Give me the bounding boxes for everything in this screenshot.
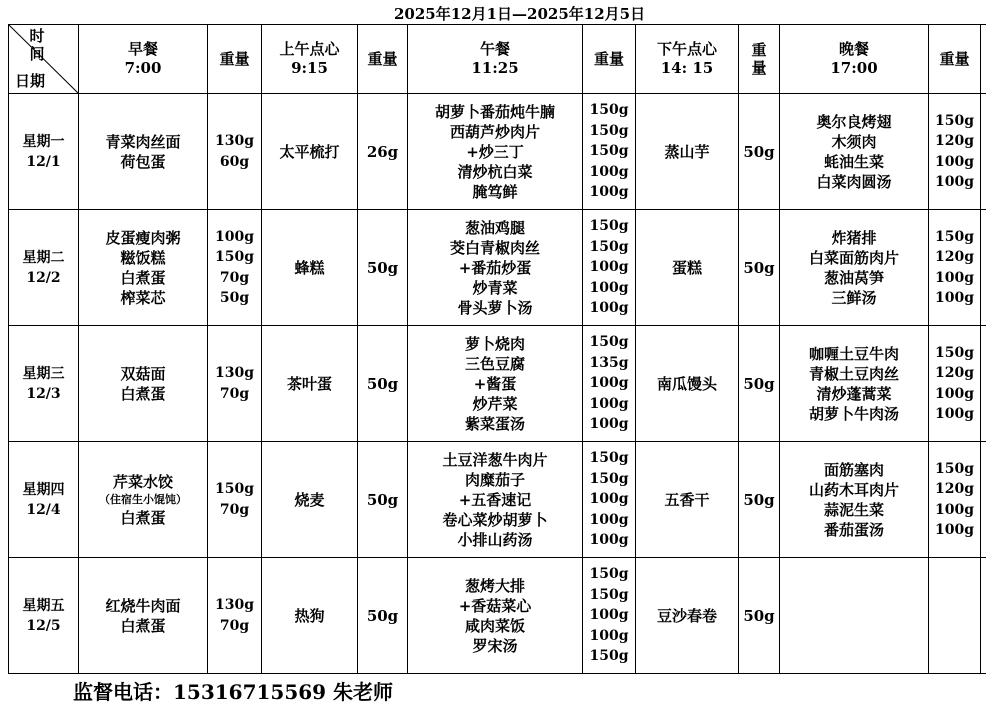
edge-cell: [981, 558, 986, 674]
weight-value: 100g: [934, 522, 974, 538]
weight-value: 150g: [589, 586, 629, 603]
weight-value: 70g: [219, 617, 250, 634]
day-date: 12/1: [26, 153, 61, 170]
weight-value: 150g: [214, 249, 254, 265]
menu-item: 葱油莴笋: [823, 268, 884, 287]
afternoon-snack-weight-cell: 50g: [739, 210, 780, 326]
lunch-cell: [408, 558, 583, 674]
day-name: 星期二: [22, 249, 65, 266]
lunch-weight-cell: [583, 558, 636, 674]
menu-item: 葱油鸡腿: [464, 218, 525, 237]
weight-header: 重量: [358, 25, 408, 94]
breakfast-weight-cell: [208, 94, 262, 210]
weight-header: 重量: [929, 25, 981, 94]
dinner-weight-cell: [929, 442, 981, 558]
menu-item: 炒青菜: [472, 278, 518, 297]
menu-item: 榨菜芯: [120, 288, 166, 307]
menu-item: 白煮蛋: [120, 268, 166, 287]
dinner-cell: [780, 326, 929, 442]
menu-item: 紫菜蛋汤: [464, 414, 525, 433]
menu-item: +五香速记: [458, 490, 532, 509]
menu-item: 清炒杭白菜: [457, 162, 533, 181]
dinner-header: 晚餐 17:00: [780, 25, 929, 94]
menu-item: 双菇面: [120, 364, 166, 383]
afternoon-snack-weight-cell: 50g: [739, 326, 780, 442]
day-row: [9, 326, 986, 442]
menu-item: +番茄炒蛋: [458, 258, 532, 277]
menu-item: 白菜肉圆汤: [816, 172, 892, 191]
breakfast-weight-cell: [208, 442, 262, 558]
menu-item: 奥尔良烤翅: [816, 112, 892, 131]
menu-item: 三色豆腐: [464, 354, 525, 373]
lunch-weight-cell: [583, 326, 636, 442]
weight-value: 130g: [214, 365, 254, 381]
weight-value: 50g: [219, 290, 250, 306]
menu-item: 白煮蛋: [120, 616, 166, 635]
weight-value: 150g: [589, 648, 629, 665]
weight-value: 100g: [934, 269, 974, 286]
breakfast-weight-cell: [208, 326, 262, 442]
morning-snack-weight-cell: 50g: [358, 210, 408, 326]
dinner-cell: [780, 94, 929, 210]
weight-header: 重量: [583, 25, 636, 94]
weight-value: 100g: [589, 532, 629, 549]
day-date: 12/3: [26, 385, 61, 402]
weight-value: 130g: [214, 597, 254, 613]
meal-schedule-table: [8, 24, 986, 674]
lunch-header: 午餐 11:25: [408, 25, 583, 94]
menu-item: 糍饭糕: [120, 248, 166, 267]
weight-value: 100g: [589, 375, 629, 392]
menu-item: 西葫芦炒肉片: [449, 122, 540, 141]
menu-item: 咸肉菜饭: [464, 616, 525, 635]
menu-item: 荷包蛋: [120, 152, 166, 171]
weight-header: 重量: [739, 25, 780, 94]
weight-value: 100g: [589, 163, 629, 180]
weight-value: 70g: [219, 385, 250, 402]
weight-value: 100g: [589, 259, 629, 276]
morning-snack-cell: 茶叶蛋: [262, 326, 358, 442]
edge-cell: [981, 94, 986, 210]
afternoon-snack-cell: 蛋糕: [636, 210, 739, 326]
weight-value: 150g: [934, 460, 974, 477]
day-row: [9, 442, 986, 558]
day-name: 星期五: [22, 597, 65, 614]
lunch-cell: [408, 94, 583, 210]
weight-value: 100g: [934, 153, 974, 170]
afternoon-snack-cell: 豆沙春卷: [636, 558, 739, 674]
breakfast-weight-cell: [208, 558, 262, 674]
weight-value: 150g: [934, 344, 974, 361]
weight-value: 120g: [934, 133, 974, 149]
morning-snack-weight-cell: 50g: [358, 326, 408, 442]
breakfast-cell: [79, 442, 208, 558]
breakfast-cell: [79, 94, 208, 210]
weight-value: 100g: [934, 385, 974, 402]
morning-snack-weight-cell: 26g: [358, 94, 408, 210]
breakfast-cell: [79, 210, 208, 326]
menu-item: 青菜肉丝面: [105, 132, 181, 151]
weight-value: 100g: [214, 228, 254, 245]
menu-item: 咖喱土豆牛肉: [808, 344, 899, 363]
menu-item: 肉糜茄子: [464, 470, 525, 489]
weight-value: 120g: [934, 365, 974, 381]
day-row: [9, 94, 986, 210]
day-name: 星期三: [22, 365, 65, 382]
breakfast-weight-cell: [208, 210, 262, 326]
menu-item: 炒芹菜: [472, 394, 518, 413]
weight-value: 100g: [934, 290, 974, 306]
menu-item: 罗宋汤: [472, 636, 518, 655]
morning-snack-cell: 热狗: [262, 558, 358, 674]
afternoon-snack-cell: 五香干: [636, 442, 739, 558]
lunch-weight-cell: [583, 210, 636, 326]
weight-value: 150g: [934, 228, 974, 245]
weight-value: 150g: [589, 143, 629, 160]
weight-value: 100g: [589, 627, 629, 644]
menu-item: 胡萝卜牛肉汤: [808, 404, 899, 423]
weight-value: 60g: [219, 153, 250, 170]
weight-value: 100g: [589, 416, 629, 433]
day-row: [9, 210, 986, 326]
page-title: 2025年12月1日—2025年12月5日: [394, 5, 646, 23]
weight-value: 135g: [589, 354, 629, 371]
menu-item: 白煮蛋: [120, 508, 166, 527]
menu-item: 萝卜烧肉: [464, 334, 525, 353]
afternoon-snack-weight-cell: 50g: [739, 442, 780, 558]
weight-value: 70g: [219, 269, 250, 286]
day-name: 星期一: [22, 133, 65, 150]
lunch-cell: [408, 326, 583, 442]
edge-cell: [981, 442, 986, 558]
date-label: 日期: [15, 72, 46, 90]
weight-value: 120g: [934, 249, 974, 265]
menu-item: 青椒土豆肉丝: [808, 364, 899, 383]
menu-item: 腌笃鲜: [472, 182, 518, 201]
day-cell: [9, 442, 79, 558]
menu-item: 皮蛋瘦肉粥: [105, 228, 181, 247]
menu-item: 茭白青椒肉丝: [449, 238, 540, 257]
day-cell: [9, 326, 79, 442]
day-date: 12/4: [26, 501, 61, 518]
menu-item: 炸猪排: [831, 228, 877, 247]
menu-item: 蒜泥生菜: [823, 500, 884, 519]
dinner-weight-cell: [929, 94, 981, 210]
afternoon-snack-weight-cell: 50g: [739, 558, 780, 674]
weight-value: 150g: [589, 566, 629, 583]
weight-value: 100g: [934, 406, 974, 422]
dinner-weight-cell: [929, 558, 981, 674]
menu-item: （住宿生小馄饨）: [99, 492, 187, 506]
menu-item: 卷心菜炒胡萝卜: [442, 510, 548, 529]
afternoon-snack-header: 下午点心 14: 15: [636, 25, 739, 94]
menu-item: +酱蛋: [473, 374, 517, 393]
weight-value: 150g: [214, 481, 254, 497]
lunch-cell: [408, 442, 583, 558]
lunch-weight-cell: [583, 442, 636, 558]
menu-item: 三鲜汤: [831, 288, 877, 307]
menu-item: 小排山药汤: [457, 530, 533, 549]
breakfast-cell: [79, 558, 208, 674]
dinner-weight-cell: [929, 326, 981, 442]
weight-value: 150g: [589, 450, 629, 467]
dinner-cell: [780, 442, 929, 558]
menu-item: 芹菜水饺: [112, 472, 173, 491]
edge-cell: [981, 326, 986, 442]
weight-value: 100g: [589, 491, 629, 508]
time-label: 时间: [29, 27, 45, 63]
weight-value: 100g: [589, 395, 629, 412]
weight-value: 100g: [589, 279, 629, 296]
menu-item: 山药木耳肉片: [808, 480, 899, 499]
weight-value: 100g: [589, 184, 629, 201]
morning-snack-weight-cell: 50g: [358, 558, 408, 674]
weight-value: 150g: [589, 122, 629, 139]
weight-value: 150g: [589, 334, 629, 351]
menu-item: +炒三丁: [466, 142, 524, 161]
supervision-phone: 监督电话：15316715569 朱老师: [73, 680, 394, 704]
day-cell: [9, 558, 79, 674]
dinner-cell: [780, 210, 929, 326]
weight-value: 100g: [934, 501, 974, 518]
day-row: [9, 558, 986, 674]
menu-item: 白菜面筋肉片: [808, 248, 899, 267]
weight-value: 100g: [589, 300, 629, 317]
day-cell: [9, 94, 79, 210]
breakfast-cell: [79, 326, 208, 442]
menu-item: +香菇菜心: [458, 596, 532, 615]
menu-item: 番茄蛋汤: [823, 520, 884, 539]
afternoon-snack-cell: 南瓜馒头: [636, 326, 739, 442]
edge-column: [981, 25, 986, 94]
weight-value: 150g: [589, 238, 629, 255]
weight-value: 100g: [934, 174, 974, 190]
weight-value: 150g: [589, 470, 629, 487]
lunch-cell: [408, 210, 583, 326]
menu-item: 胡萝卜番茄炖牛腩: [434, 102, 555, 121]
dinner-weight-cell: [929, 210, 981, 326]
weight-value: 150g: [589, 102, 629, 119]
weight-value: 100g: [589, 607, 629, 624]
morning-snack-header: 上午点心 9:15: [262, 25, 358, 94]
menu-item: 葱烤大排: [464, 576, 525, 595]
day-cell: [9, 210, 79, 326]
lunch-weight-cell: [583, 94, 636, 210]
afternoon-snack-weight-cell: 50g: [739, 94, 780, 210]
header-row: [9, 25, 986, 94]
menu-item: 蚝油生菜: [823, 152, 884, 171]
morning-snack-weight-cell: 50g: [358, 442, 408, 558]
weight-value: 150g: [589, 218, 629, 235]
dinner-cell: [780, 558, 929, 674]
menu-item: 清炒蓬蒿菜: [816, 384, 892, 403]
weight-header: 重量: [208, 25, 262, 94]
weight-value: 130g: [214, 133, 254, 149]
menu-item: 白煮蛋: [120, 384, 166, 403]
morning-snack-cell: 烧麦: [262, 442, 358, 558]
morning-snack-cell: 蜂糕: [262, 210, 358, 326]
day-date: 12/2: [26, 269, 61, 286]
afternoon-snack-cell: 蒸山芋: [636, 94, 739, 210]
time-date-header: [9, 25, 79, 94]
menu-item: 面筋塞肉: [823, 460, 884, 479]
weight-value: 120g: [934, 481, 974, 497]
day-name: 星期四: [22, 481, 65, 498]
menu-item: 土豆洋葱牛肉片: [442, 450, 548, 469]
weight-value: 70g: [219, 501, 250, 518]
weight-value: 150g: [934, 112, 974, 129]
weight-value: 100g: [589, 511, 629, 528]
breakfast-header: 早餐 7:00: [79, 25, 208, 94]
menu-item: 木须肉: [831, 132, 877, 151]
menu-item: 骨头萝卜汤: [457, 298, 533, 317]
morning-snack-cell: 太平梳打: [262, 94, 358, 210]
day-date: 12/5: [26, 617, 61, 634]
edge-cell: [981, 210, 986, 326]
menu-item: 红烧牛肉面: [105, 596, 181, 615]
